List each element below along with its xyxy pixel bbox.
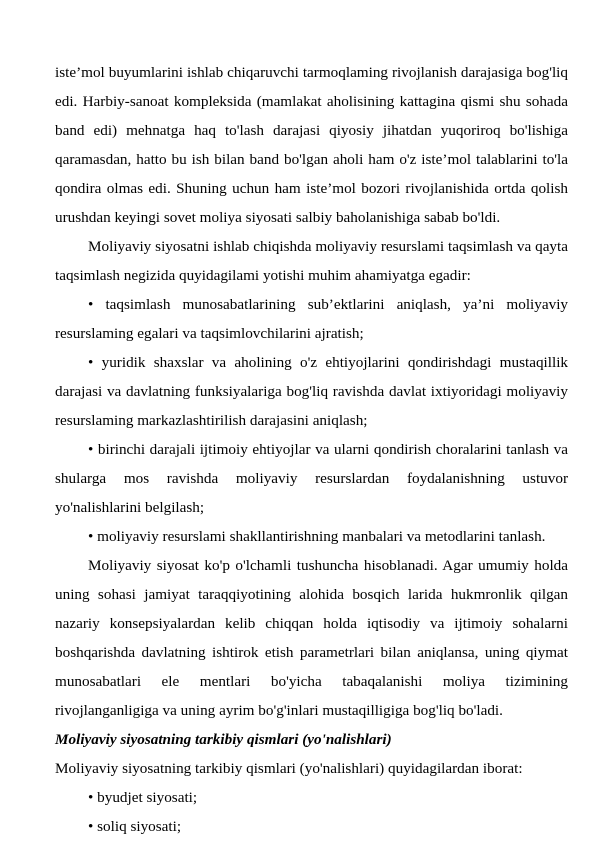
bullet-glyph: • [88,789,94,806]
paragraph-quyidagilardan-iborat: Moliyaviy siyosatning tarkibiy qismlari (yo'nalishlari) quyidagilardan iborat: [55,760,523,777]
bullet-item-text: yuridik shaxslar va aholining o'z ehtiyojlarini qondirishdagi mustaqillik darajasi va davlatning funksiyalariga bog'liq ravishda davlat ixtiyoridagi moliyaviy resurslaming markazlashtirilish darajasini aniqlash; [55,354,569,429]
bullet-item-byudjet-siyosati [55,783,568,812]
bullet-glyph: • [88,818,94,835]
text-column [55,58,568,841]
bullet-item-text: taqsimlash munosabatlarining sub’ektlarini aniqlash, ya’ni moliyaviy resurslaming egalari va taqsimlovchilarini ajratish; [55,296,569,342]
paragraph-moliyaviy-siyosatni: Moliyaviy siyosatni ishlab chiqishda moliyaviy resurslami taqsimlash va qayta taqsimlash negizida quyidagilami yotishi muhim ahamiyatga egadir: [55,238,568,284]
bullet-item-text: moliyaviy resurslami shakllantirishning manbalari va metodlarini tanlash. [97,528,546,545]
paragraph-continued: iste’mol buyumlarini ishlab chiqaruvchi tarmoqlaming rivojlanish darajasiga bog'liq edi. Harbiy-sanoat kompleksida (mamlakat aholisining kattagina qismi shu sohada band edi) mehnatga haq to'lash darajasi qiyosiy jihatdan yuqoriroq bo'lishiga qaramasdan, hatto bu ish bilan band bo'lgan aholi ham o'z iste’mol talablarini to'la qondira olmas edi. Shuning uchun ham iste’mol bozori rivojlanishida ortda qolish urushdan keyingi sovet moliya siyosati salbiy baholanishiga sabab bo'ldi. [55,64,568,226]
bullet-glyph: • [88,354,94,371]
paragraph-kop-olchamli: Moliyaviy siyosat ko'p o'lchamli tushuncha hisoblanadi. Agar umumiy holda uning sohasi jamiyat taraqqiyotining alohida bosqich larida hukmronlik qilgan nazariy konsepsiyalardan kelib chiqqan holda iqtisodiy va ijtimoiy sohalarni boshqarishda davlatning ishtirok etish parametrlari bilan aniqlansa, uning qiymat munosabatlari ele mentlari bo'yicha tabaqalanishi moliya tizimining rivojlanganligiga va uning ayrim bo'g'inlari mustaqilligiga bog'liq bo'ladi. [55,557,568,719]
section-heading-tarkibiy-qismlari: Moliyaviy siyosatning tarkibiy qismlari (yo'nalishlari) [55,731,392,748]
bullet-item-taqsimlash [55,290,568,348]
bullet-item-text: birinchi darajali ijtimoiy ehtiyojlar va ularni qondirish choralarini tanlash va shularga mos ravishda moliyaviy resurslardan foydalanishning ustuvor yo'nalishlarini belgilash; [55,441,569,516]
bullet-item-manbalari [55,522,568,551]
bullet-item-yuridik-shaxslar [55,348,568,435]
bullet-item-soliq-siyosati [55,812,568,841]
bullet-glyph: • [88,296,94,313]
bullet-item-text: byudjet siyosati; [97,789,198,806]
bullet-item-text: soliq siyosati; [97,818,182,835]
bullet-item-birinchi-darajali [55,435,568,522]
bullet-glyph: • [88,528,94,545]
bullet-glyph: • [88,441,94,458]
